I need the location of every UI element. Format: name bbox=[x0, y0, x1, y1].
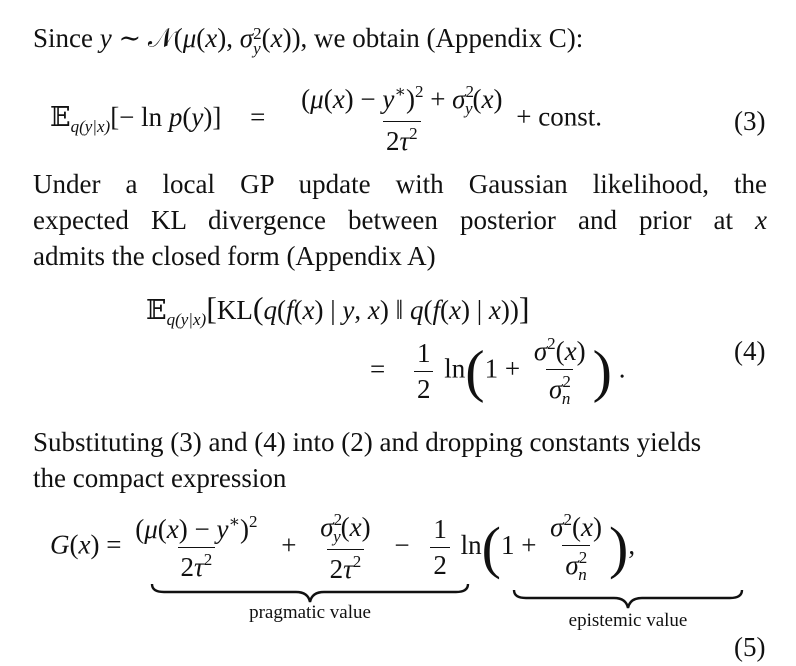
paragraph-kl bbox=[33, 166, 767, 274]
eq5-pragmatic-term: $\frac{(\mu(x) - y^∗)^2}{2\tau^2}$ bbox=[135, 511, 258, 582]
paragraph-line: expected KL divergence between posterior and prior at x bbox=[33, 205, 767, 235]
eq3-const: + const. bbox=[516, 101, 603, 132]
equation-4-line-2: = $\frac{1}{2}$ ln(1 + $\frac{\sigma^2(x)}{\sigma^2_n}$ ) . bbox=[370, 334, 626, 409]
eq3-fraction: $\frac{(\mu(x) - y^∗)^2 + \sigma^2_y(x)}{2\tau^2}$ bbox=[301, 82, 503, 156]
intro-text: Since y ∼ 𝒩(μ(x), σ 2 y (x)), we obtain (Appendix C): bbox=[33, 23, 584, 58]
paragraph-substituting bbox=[33, 424, 767, 496]
paragraph-line: the compact expression bbox=[33, 463, 287, 493]
pragmatic-underbrace bbox=[150, 582, 470, 604]
paragraph-line: Under a local GP update with Gaussian likelihood, the bbox=[33, 169, 767, 199]
intro-sentence bbox=[33, 20, 767, 56]
paragraph-line: admits the closed form (Appendix A) bbox=[33, 241, 436, 271]
equation-number-5: (5) bbox=[734, 632, 766, 662]
pragmatic-value-label: pragmatic value bbox=[249, 602, 371, 623]
equation-4-line-1: 𝔼$_{q(y|x)}$[KL(q(f(x) | y, x) ‖ q(f(x) | x))] bbox=[146, 290, 530, 329]
equation-5: G(x) = $\frac{(\mu(x) - y^∗)^2}{2\tau^2}$ + $\frac{\sigma^2_y(x)}{2\tau^2}$ − $\frac{1}{2}$ ln(1 + $\frac{\sigma^2(x)}{\sigma^2_n}$ ), bbox=[50, 510, 636, 585]
epistemic-underbrace bbox=[512, 588, 744, 610]
equation-number-3: (3) bbox=[734, 106, 766, 136]
equation-3: 𝔼$_{q(y|x)}$[− ln p(y)] = $\frac{(\mu(x) - y^∗)^2 + \sigma^2_y(x)}{2\tau^2}$ + const. bbox=[50, 82, 603, 156]
paragraph-line: Substituting (3) and (4) into (2) and dropping constants yields bbox=[33, 427, 702, 457]
eq3-lhs: 𝔼$_{q(y|x)}$[− ln p(y)] bbox=[50, 101, 222, 136]
equation-number-4: (4) bbox=[734, 336, 766, 366]
epistemic-value-label: epistemic value bbox=[568, 610, 688, 631]
eq5-epistemic-term: $\frac{1}{2}$ ln(1 + $\frac{\sigma^2(x)}{\sigma^2_n}$ ), bbox=[426, 530, 635, 560]
